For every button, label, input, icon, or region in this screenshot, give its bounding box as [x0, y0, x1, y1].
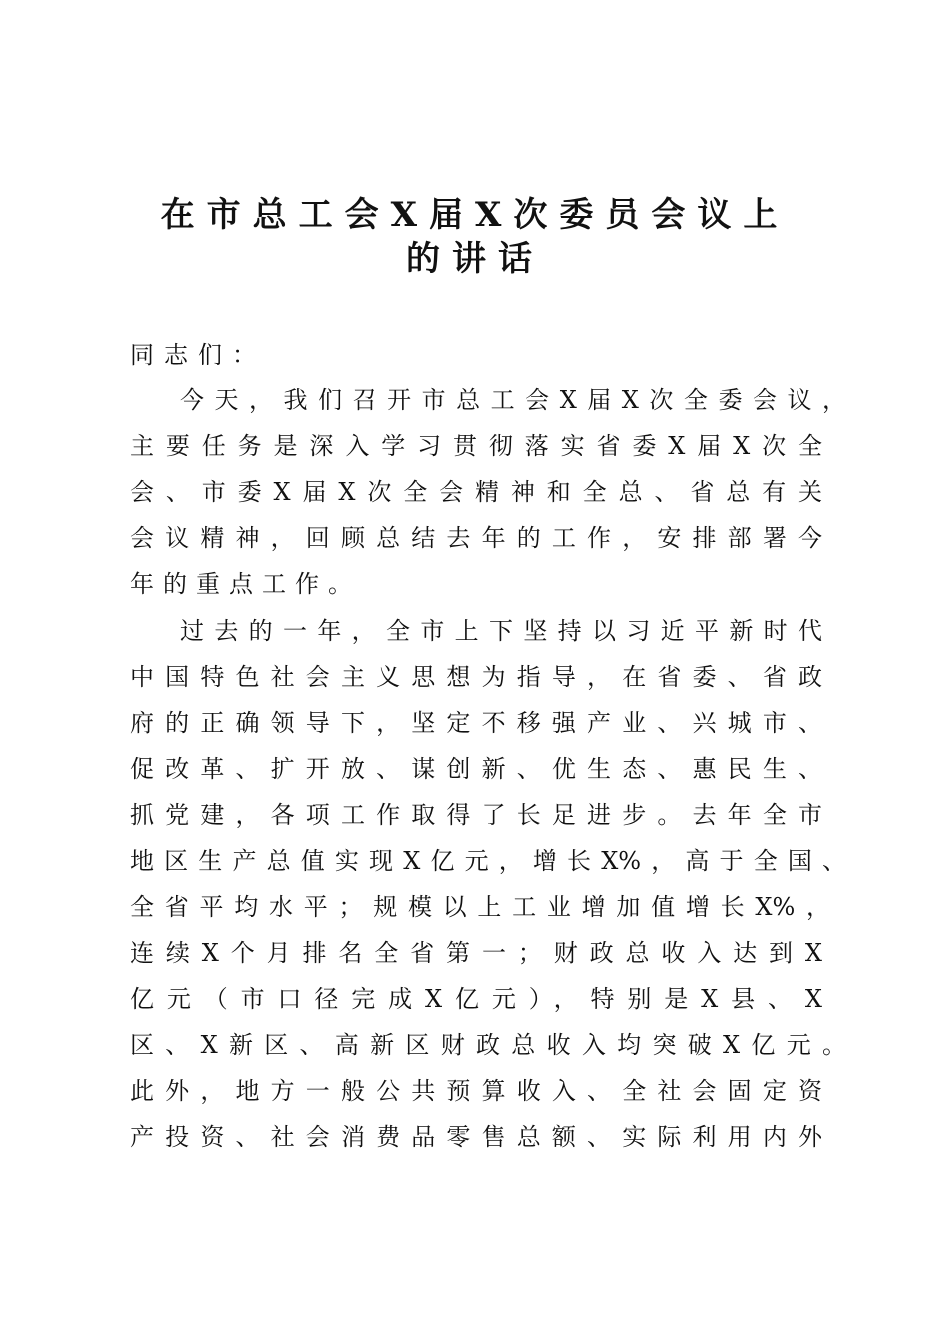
body-line: 府的正确领导下，坚定不移强产业、兴城市、: [130, 709, 822, 737]
body-line: 产投资、社会消费品零售总额、实际利用内外: [130, 1123, 822, 1151]
body-line: 会议精神，回顾总结去年的工作，安排部署今: [130, 524, 822, 552]
body-line: 年的重点工作。: [130, 570, 352, 598]
body-line: 中国特色社会主义思想为指导，在省委、省政: [130, 663, 822, 691]
document-title-line-1: 在市总工会X届X次委员会议上: [160, 195, 790, 235]
body-line: 区、X新区、高新区财政总收入均突破X亿元。: [130, 1031, 846, 1059]
body-line: 地区生产总值实现X亿元，增长X%，高于全国、: [130, 847, 846, 875]
body-line: 抓党建，各项工作取得了长足进步。去年全市: [130, 801, 822, 829]
body-line: 促改革、扩开放、谋创新、优生态、惠民生、: [130, 755, 822, 783]
body-line: 连续X个月排名全省第一；财政总收入达到X: [130, 939, 822, 967]
document-title-line-2: 的讲话: [406, 239, 544, 279]
body-line: 此外，地方一般公共预算收入、全社会固定资: [130, 1077, 822, 1105]
body-line: 会、市委X届X次全会精神和全总、省总有关: [130, 478, 822, 506]
body-line: 亿元（市口径完成X亿元），特别是X县、X: [130, 985, 822, 1013]
body-line: 主要任务是深入学习贯彻落实省委X届X次全: [130, 432, 822, 460]
body-line: 过去的一年，全市上下坚持以习近平新时代: [180, 617, 822, 645]
body-line: 今天，我们召开市总工会X届X次全委会议，: [180, 386, 846, 414]
salutation: 同志们：: [130, 341, 266, 369]
body-line: 全省平均水平；规模以上工业增加值增长X%，: [130, 893, 830, 921]
